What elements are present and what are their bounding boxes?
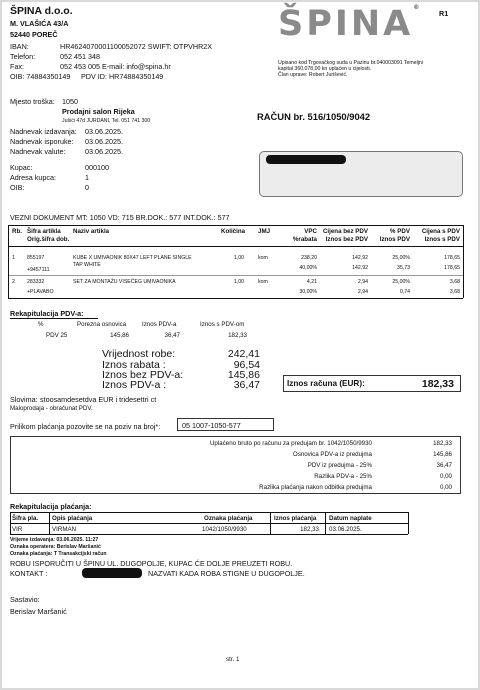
- row-gross-amount: 178,65: [444, 265, 460, 271]
- registry-line-2: kapital 360.078,00 kn uplaćen u cijelosti.: [278, 66, 372, 72]
- fax-label: Fax:: [10, 62, 24, 71]
- row-net-price: 2,94: [357, 279, 368, 285]
- col-gross: Cijena s PDV: [421, 228, 460, 235]
- payment-col-date: Datum naplate: [329, 515, 372, 522]
- row-rb: 1: [12, 255, 15, 261]
- row-vat-amount: 35,73: [397, 265, 410, 271]
- contact-label: KONTAKT :: [10, 569, 48, 578]
- advance-line-value: 0,00: [439, 484, 452, 491]
- vat-recap-vat: 36,47: [164, 332, 180, 339]
- vat-recap-col-base: Porezna osnovica: [77, 321, 127, 328]
- advance-line-value: 145,86: [433, 451, 452, 458]
- iban-value: HR4624070001100052072 SWIFT: OTPVHR2X: [60, 42, 213, 51]
- col-net-amount: Iznos bez PDV: [325, 236, 368, 243]
- row-code: 855197: [27, 255, 45, 261]
- spina-logo: ŠPINA®: [278, 4, 423, 44]
- buyer-address-label: Adresa kupca:: [10, 173, 56, 182]
- iban-label: IBAN:: [10, 42, 29, 51]
- row-orig-code: +PLAVABO: [27, 289, 54, 295]
- row-vpc: 238,20: [301, 255, 317, 261]
- row-net-price: 142,92: [352, 255, 368, 261]
- vat-recap-rate: PDV 25: [46, 332, 68, 339]
- issue-date-label: Nadnevak izdavanja:: [10, 127, 77, 136]
- row-vpc: 4,21: [306, 279, 317, 285]
- net-total-label: Iznos bez PDV-a:: [102, 369, 184, 381]
- row-unit: kom: [258, 255, 268, 261]
- advance-line-label: Osnovica PDV-a iz predujma: [292, 451, 372, 458]
- grand-total-value: 182,33: [421, 378, 454, 390]
- page-code: R1: [439, 9, 449, 18]
- buyer-oib-value: 0: [85, 183, 89, 192]
- payment-date: 03.06.2025.: [329, 526, 362, 533]
- in-words-label: Slovima:: [10, 395, 38, 404]
- row-net-amount: 2,94: [357, 289, 368, 295]
- col-qty: Količina: [221, 228, 246, 235]
- sale-note: Maloprodaja - obračunat PDV.: [10, 405, 93, 412]
- buyer-oib-label: OIB:: [10, 183, 25, 192]
- advance-line-label: Uplaćeno bruto po računu za predujam br. 1042/1050/9930: [209, 440, 372, 447]
- col-unit: JMJ: [258, 228, 271, 235]
- contact-note: NAZVATI KADA ROBA STIGNE U DUGOPOLJE.: [148, 569, 305, 578]
- cost-place-value: 1050: [62, 97, 78, 106]
- row-net-amount: 142,92: [352, 265, 368, 271]
- payment-mark: 1042/1050/9930: [202, 526, 247, 533]
- discount-value: 96,54: [233, 359, 260, 371]
- row-gross-amount: 3,68: [449, 289, 460, 295]
- value-date-label: Nadnevak valute:: [10, 147, 66, 156]
- vat-recap-title: Rekapitulacija PDV-a:: [10, 309, 84, 318]
- row-rabat: 30,00%: [299, 289, 317, 295]
- vat-total-label: Iznos PDV-a :: [102, 379, 167, 391]
- col-rabat: %rabata: [292, 236, 317, 243]
- cost-place-label: Mjesto troška:: [10, 97, 55, 106]
- composed-by: Berislav Maršanić: [10, 607, 67, 616]
- buyer-address-value: 1: [85, 173, 89, 182]
- row-vat-amount: 0,74: [399, 289, 410, 295]
- vat-recap-col-pct: %: [38, 321, 44, 328]
- col-gross-amount: Iznos s PDV: [424, 236, 460, 243]
- row-gross-price: 178,65: [444, 255, 460, 261]
- store-address: Jušići 47d JURDANI, Tel. 051 741 300: [62, 118, 151, 124]
- issue-date: 03.06.2025.: [85, 127, 123, 136]
- row-rabat: 40,00%: [299, 265, 317, 271]
- composed-label: Sastavio:: [10, 595, 40, 604]
- company-city: 52440 POREČ: [10, 30, 58, 39]
- vat-recap-col-gross: Iznos s PDV-om: [200, 321, 245, 328]
- payment-mark-note: Oznaka plaćanja: T Transakcijski račun: [10, 551, 107, 557]
- invoice-title: RAČUN br. 516/1050/9042: [257, 111, 371, 122]
- company-street: M. VLAŠIĆA 43/A: [10, 19, 69, 28]
- row-name-2: TAP WHITE: [73, 262, 101, 268]
- value-date: 03.06.2025.: [85, 147, 123, 156]
- vat-recap-col-vat: Iznos PDV-a: [142, 321, 177, 328]
- payment-ref-value: 05 1007-1050-577: [182, 421, 241, 430]
- phone-label: Telefon:: [10, 52, 36, 61]
- col-net: Cijena bez PDV: [322, 228, 368, 235]
- advance-line-label: Razlika PDV-a - 25%: [314, 473, 372, 480]
- net-total-value: 145,86: [227, 369, 260, 381]
- row-qty: 1,00: [233, 255, 244, 261]
- row-name-1: SET ZA MONTAŽU VISEĆEG UMIVAONIKA: [73, 279, 176, 285]
- payment-code: VIR: [12, 526, 23, 533]
- delivery-date: 03.06.2025.: [85, 137, 123, 146]
- row-rb: 2: [12, 279, 15, 285]
- redaction-bar: [266, 155, 346, 164]
- advance-line-value: 0,00: [439, 473, 452, 480]
- advance-line-value: 182,33: [433, 440, 452, 447]
- buyer-label: Kupac:: [10, 163, 33, 172]
- row-qty: 1,00: [233, 279, 244, 285]
- store-name: Prodajni salon Rijeka: [62, 107, 135, 116]
- payment-col-amount: Iznos plaćanja: [274, 515, 317, 522]
- payment-col-code: Šifra pla.: [12, 515, 39, 522]
- redaction-bar: [82, 568, 142, 578]
- delivery-note: ROBU ISPORUČITI U ŠPINU UL. DUGOPOLJE, KUPAC ĆE DOLJE PREUZETI ROBU.: [10, 559, 293, 568]
- page-number: str. 1: [226, 656, 240, 663]
- payment-col-mark: Oznaka plaćanja: [204, 515, 253, 522]
- linked-document: VEZNI DOKUMENT MT: 1050 VD: 715 BR.DOK.: 577 INT.DOK.: 577: [10, 213, 230, 222]
- grand-total-label: Iznos računa (EUR):: [287, 379, 365, 388]
- row-gross-price: 3,68: [449, 279, 460, 285]
- payment-col-desc: Opis plaćanja: [52, 515, 93, 522]
- operator: Oznaka operatera: Berislav Maršanić: [10, 544, 101, 550]
- registry-line-1: Upisano kod Trgovačkog suda u Pazinu br.040003091 Temeljni: [278, 60, 423, 66]
- col-vat-pct: % PDV: [390, 228, 410, 235]
- goods-value-label: Vrijednost robe:: [102, 348, 176, 360]
- payment-recap-title: Rekapitulacija plaćanja:: [10, 502, 92, 511]
- fax-value: 052 453 005 E-mail: info@spina.hr: [60, 62, 171, 71]
- col-code: Šifra artikla: [27, 228, 61, 235]
- invoice-page: [2, 2, 478, 688]
- buyer-value: 000100: [85, 163, 109, 172]
- company-name: ŠPINA d.o.o.: [10, 5, 73, 17]
- col-rb: Rb.: [12, 228, 22, 235]
- goods-value: 242,41: [227, 348, 260, 360]
- company-oib: OIB: 74884350149: [10, 72, 71, 81]
- row-orig-code: +9457111: [27, 267, 50, 273]
- registry-line-3: Član uprave: Robert Jurišević.: [278, 72, 348, 78]
- delivery-date-label: Nadnevak isporuke:: [10, 137, 74, 146]
- discount-label: Iznos rabata :: [102, 359, 166, 371]
- company-pdv-id: PDV ID: HR74884350149: [81, 72, 164, 81]
- row-unit: kom: [258, 279, 268, 285]
- row-code: 283332: [27, 279, 45, 285]
- col-orig-code: Orig.šifra dob.: [27, 236, 70, 243]
- col-name: Naziv artikla: [73, 228, 110, 235]
- advance-line-label: Razlika plaćanja nakon odbitka predujma: [259, 484, 372, 491]
- col-vat-amount: Iznos PDV: [379, 236, 410, 243]
- vat-total-value: 36,47: [233, 379, 260, 391]
- row-name-1: KUBE X UMIVAONIK 80X47 LEFT PLANE SINGLE: [73, 255, 192, 261]
- vat-recap-base: 145,86: [110, 332, 129, 339]
- payment-ref-label: Prilikom plaćanja pozovite se na poziv na broj*:: [10, 422, 161, 431]
- payment-amount: 182,33: [300, 526, 319, 533]
- col-vpc: VPC: [304, 228, 317, 235]
- phone-value: 052 451 348: [60, 52, 100, 61]
- row-vat-pct: 25,00%: [392, 279, 410, 285]
- in-words-value: stoosamdesetdva EUR i tridesettri ct: [40, 395, 157, 404]
- advance-line-label: PDV iz predujma - 25%: [307, 462, 372, 469]
- advance-line-value: 36,47: [436, 462, 452, 469]
- row-vat-pct: 25,00%: [392, 255, 410, 261]
- vat-recap-gross: 182,33: [228, 332, 247, 339]
- payment-desc: VIRMAN: [52, 526, 77, 533]
- issue-time: Vrijeme izdavanja: 03.06.2025. 11:27: [10, 537, 99, 543]
